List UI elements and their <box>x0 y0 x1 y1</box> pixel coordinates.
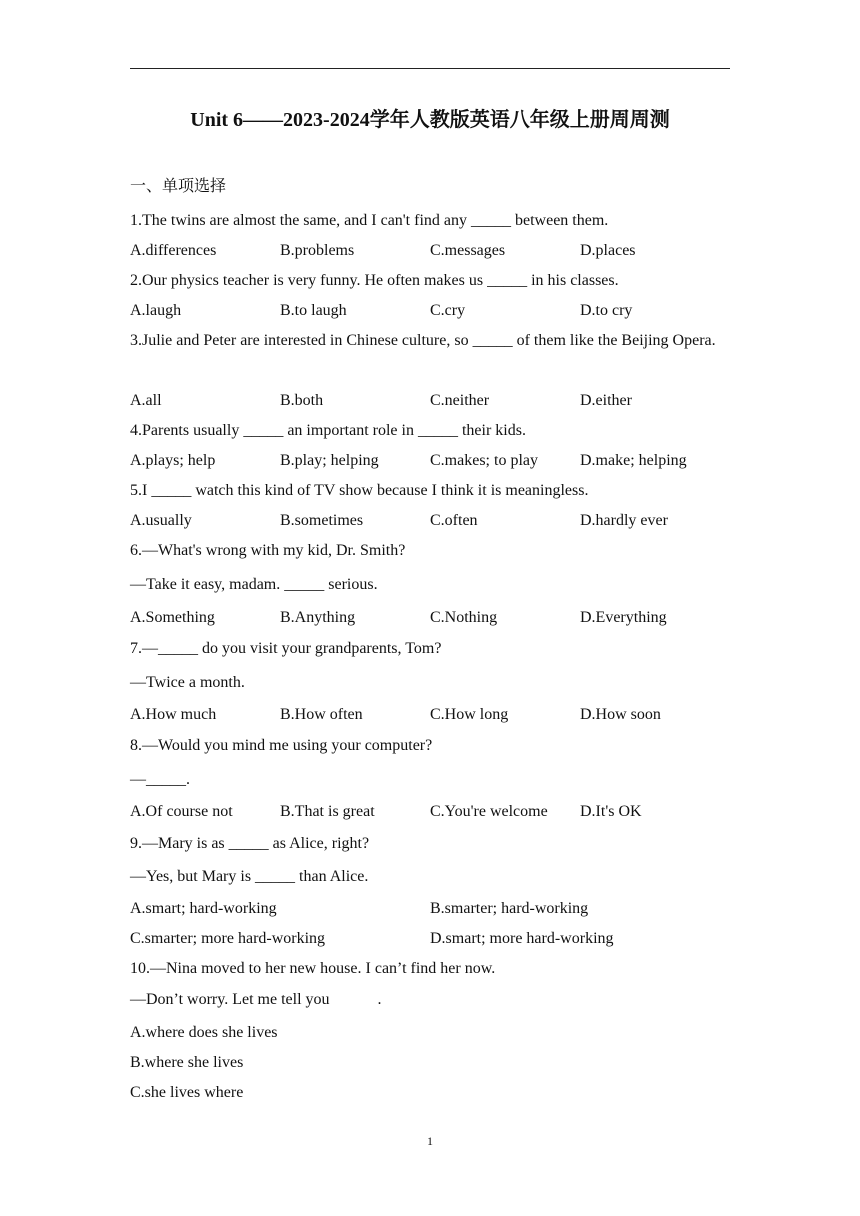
question-1-stem: 1.The twins are almost the same, and I can't find any _____ between them. <box>130 212 609 229</box>
question-7-reply: —Twice a month. <box>130 674 245 691</box>
question-2-option-b: B.to laugh <box>280 302 347 319</box>
question-8-option-a: A.Of course not <box>130 803 233 820</box>
question-8-stem: 8.—Would you mind me using your computer? <box>130 737 433 754</box>
question-8-option-d: D.It's OK <box>580 803 642 820</box>
question-2-option-d: D.to cry <box>580 302 633 319</box>
question-3-option-d: D.either <box>580 392 632 409</box>
question-3-option-a: A.all <box>130 392 162 409</box>
question-10-option-b: B.where she lives <box>130 1054 244 1071</box>
question-8-option-c: C.You're welcome <box>430 803 548 820</box>
question-2-option-a: A.laugh <box>130 302 182 319</box>
question-1-option-d: D.places <box>580 242 636 259</box>
question-7-option-a: A.How much <box>130 706 217 723</box>
question-8-reply: —_____. <box>130 771 190 788</box>
question-5-option-b: B.sometimes <box>280 512 364 529</box>
question-9-option-a: A.smart; hard-working <box>130 900 277 917</box>
page-number: 1 <box>427 1134 433 1148</box>
question-7-stem: 7.—_____ do you visit your grandparents, Tom? <box>130 640 442 657</box>
question-1-option-c: C.messages <box>430 242 506 259</box>
question-5-option-c: C.often <box>430 512 478 529</box>
question-10-reply: —Don’t worry. Let me tell you . <box>130 991 382 1008</box>
section-heading: 一、单项选择 <box>130 178 227 195</box>
question-5-stem: 5.I _____ watch this kind of TV show because I think it is meaningless. <box>130 482 589 499</box>
question-2-option-c: C.cry <box>430 302 466 319</box>
question-6-stem: 6.—What's wrong with my kid, Dr. Smith? <box>130 542 406 559</box>
question-6-option-a: A.Something <box>130 609 215 626</box>
page-title: Unit 6——2023-2024学年人教版英语八年级上册周周测 <box>190 109 670 131</box>
question-3-option-b: B.both <box>280 392 324 409</box>
question-7-option-b: B.How often <box>280 706 363 723</box>
question-6-option-d: D.Everything <box>580 609 667 626</box>
question-6-option-b: B.Anything <box>280 609 356 626</box>
question-8-option-b: B.That is great <box>280 803 375 820</box>
question-4-option-d: D.make; helping <box>580 452 687 469</box>
question-2-stem: 2.Our physics teacher is very funny. He often makes us _____ in his classes. <box>130 272 619 289</box>
question-7-option-d: D.How soon <box>580 706 661 723</box>
question-1-option-b: B.problems <box>280 242 355 259</box>
question-4-option-a: A.plays; help <box>130 452 216 469</box>
question-6-reply: —Take it easy, madam. _____ serious. <box>130 576 378 593</box>
question-9-option-b: B.smarter; hard-working <box>430 900 589 917</box>
question-4-option-b: B.play; helping <box>280 452 379 469</box>
question-7-option-c: C.How long <box>430 706 509 723</box>
question-9-option-c: C.smarter; more hard-working <box>130 930 326 947</box>
question-3-stem: 3.Julie and Peter are interested in Chinese culture, so _____ of them like the Beijing Opera. <box>130 332 716 349</box>
header-rule <box>130 68 730 69</box>
question-5-option-a: A.usually <box>130 512 192 529</box>
question-6-option-c: C.Nothing <box>430 609 498 626</box>
question-9-option-d: D.smart; more hard-working <box>430 930 614 947</box>
question-9-reply: —Yes, but Mary is _____ than Alice. <box>130 868 369 885</box>
question-3-option-c: C.neither <box>430 392 490 409</box>
question-4-stem: 4.Parents usually _____ an important role in _____ their kids. <box>130 422 526 439</box>
question-5-option-d: D.hardly ever <box>580 512 668 529</box>
question-1-option-a: A.differences <box>130 242 217 259</box>
question-10-stem: 10.—Nina moved to her new house. I can’t find her now. <box>130 960 496 977</box>
question-10-option-c: C.she lives where <box>130 1084 244 1101</box>
question-9-stem: 9.—Mary is as _____ as Alice, right? <box>130 835 370 852</box>
question-10-option-a: A.where does she lives <box>130 1024 278 1041</box>
question-4-option-c: C.makes; to play <box>430 452 538 469</box>
